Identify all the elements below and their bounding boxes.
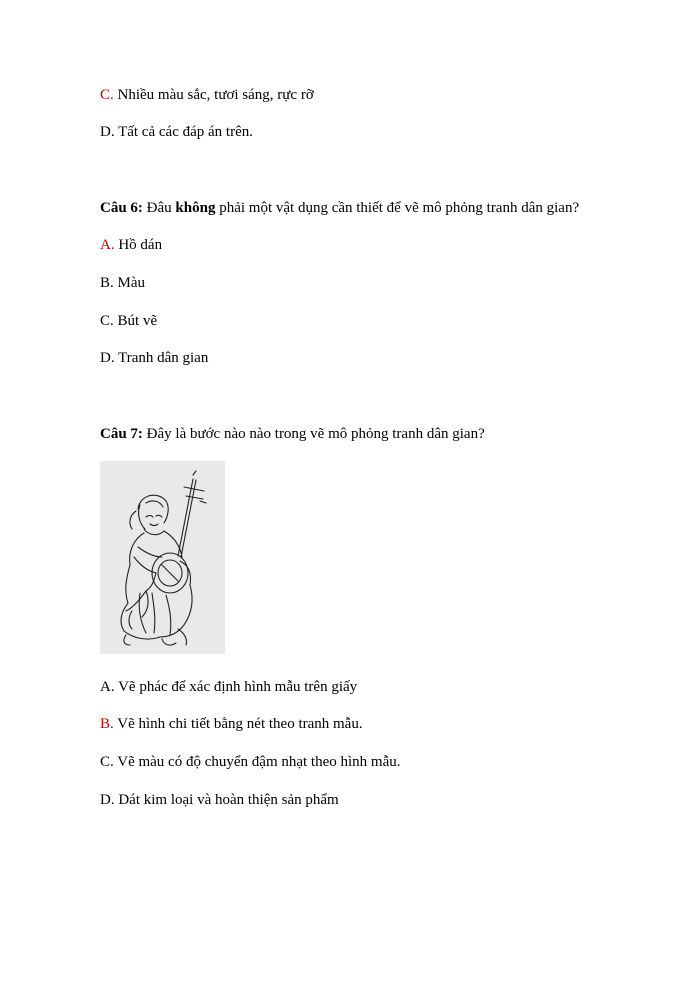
option-letter: B. <box>100 275 114 291</box>
option-text: Bút vẽ <box>113 313 158 329</box>
question-text-before: Đâu <box>142 200 176 216</box>
q7-option-c <box>100 753 401 771</box>
option-letter: A. <box>100 237 115 253</box>
q6-option-b <box>100 274 145 292</box>
option-letter: C. <box>100 754 114 770</box>
option-text: Màu <box>113 275 146 291</box>
q6-option-c <box>100 312 157 330</box>
q7-option-b <box>100 715 363 733</box>
option-letter: D. <box>100 350 115 366</box>
question-emphasis: không <box>175 200 216 216</box>
question-text: Đây là bước nào nào trong vẽ mô phỏng tranh dân gian? <box>142 426 485 442</box>
q6-option-d <box>100 349 208 367</box>
q7-option-a <box>100 678 357 696</box>
option-text: Vẽ hình chi tiết bằng nét theo tranh mẫu. <box>113 716 363 732</box>
option-text: Tranh dân gian <box>114 350 209 366</box>
option-letter: C. <box>100 87 114 103</box>
question-text-after: phải một vật dụng cần thiết để vẽ mô phỏng tranh dân gian? <box>215 200 580 216</box>
option-letter: B. <box>100 716 114 732</box>
option-text: Nhiều màu sắc, tươi sáng, rực rỡ <box>113 87 314 103</box>
question-7 <box>100 425 485 443</box>
option-text: Vẽ màu có độ chuyển đậm nhạt theo hình mẫu. <box>113 754 401 770</box>
option-d-prev <box>100 123 253 141</box>
option-text: Tất cả các đáp án trên. <box>114 124 253 140</box>
q6-option-a <box>100 236 162 254</box>
option-text: Vẽ phác để xác định hình mẫu trên giấy <box>114 679 358 695</box>
question-label: Câu 6: <box>100 200 143 216</box>
question-label: Câu 7: <box>100 426 143 442</box>
q7-option-d <box>100 791 339 809</box>
option-text: Dát kim loại và hoàn thiện sản phẩm <box>114 792 339 808</box>
option-text: Hồ dán <box>114 237 163 253</box>
option-letter: C. <box>100 313 114 329</box>
question-6 <box>100 199 579 217</box>
option-c-prev <box>100 86 314 104</box>
folk-painting-sketch-image <box>100 461 225 654</box>
option-letter: A. <box>100 679 115 695</box>
option-letter: D. <box>100 124 115 140</box>
option-letter: D. <box>100 792 115 808</box>
musician-drawing-icon <box>100 461 225 654</box>
